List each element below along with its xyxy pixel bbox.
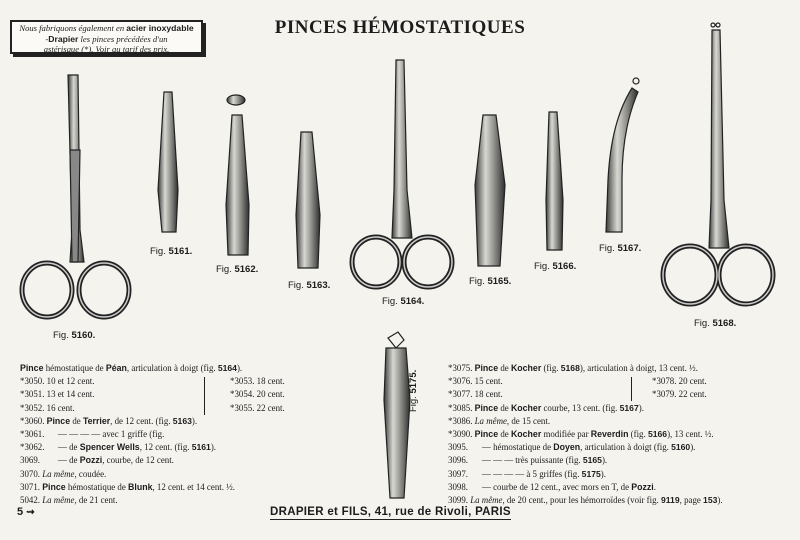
notice-text: les pinces précédées d'un — [78, 33, 168, 44]
list-item: 3069. — de Pozzi, courbe, de 12 cent. — [20, 455, 174, 466]
notice-text: astérisque (*). Voir au tarif des prix. — [43, 44, 170, 54]
list-item: *3050. 10 et 12 cent. *3053. 18 cent. — [20, 376, 285, 387]
notice-text: Nous fabriquons également en — [19, 23, 127, 33]
list-item: 3099. La même, de 20 cent., pour les hémorroïdes (voir fig. 9119, page 153). — [448, 494, 723, 505]
forceps-5162-illustration — [226, 95, 249, 255]
figure-label-5168: Fig. 5168. — [694, 318, 737, 329]
list-item: 3095. — hémostatique de Doyen, articulation à doigt (fig. 5160). — [448, 442, 696, 453]
forceps-5167-illustration — [606, 78, 639, 232]
list-item: 3071. Pince hémostatique de Blunk, 12 cent. et 14 cent. ½. — [20, 481, 236, 492]
list-item: *3062. — de Spencer Wells, 12 cent. (fig. 5161). — [20, 442, 217, 453]
column-divider — [204, 377, 205, 415]
list-item: *3061. — — — — avec 1 griffe (fig. — [20, 428, 165, 439]
page-number: 5 ⇝ — [17, 506, 35, 518]
list-item: Pince hémostatique de Péan, articulation à doigt (fig. 5164). — [20, 363, 243, 373]
list-item: *3060. Pince de Terrier, de 12 cent. (fig. 5163). — [20, 415, 198, 426]
figure-label-5160: Fig. 5160. — [53, 330, 96, 341]
list-item: 5042. La même, de 21 cent. — [20, 494, 118, 505]
right-price-list — [448, 362, 793, 507]
list-item: *3076. 15 cent. *3078. 20 cent. — [448, 376, 707, 387]
figure-label-5164: Fig. 5164. — [382, 296, 425, 307]
forceps-5161-illustration — [158, 92, 178, 232]
list-item: *3075. Pince de Kocher (fig. 5168), articulation à doigt, 13 cent. ½. — [448, 363, 698, 373]
figure-label-5166: Fig. 5166. — [534, 261, 577, 272]
stainless-steel-notice: Nous fabriquons également en acier inoxydable -Drapier les pinces précédées d'un astérisque (*). Voir au tarif des prix. — [10, 20, 203, 54]
figure-label-5162: Fig. 5162. — [216, 264, 259, 275]
notice-brand: Drapier — [48, 33, 79, 44]
list-item: *3090. Pince de Kocher modifiée par Reverdin (fig. 5166), 13 cent. ½. — [448, 428, 714, 439]
list-item: *3085. Pince de Kocher courbe, 13 cent. (fig. 5167). — [448, 402, 644, 413]
left-price-list — [20, 362, 365, 507]
forceps-5163-illustration — [296, 132, 320, 268]
list-item: 3097. — — — — à 5 griffes (fig. 5175). — [448, 468, 606, 479]
figure-label-5161: Fig. 5161. — [150, 246, 193, 257]
figure-label-5175: Fig. 5175. — [408, 369, 419, 412]
forceps-5168-illustration — [663, 23, 773, 304]
list-item: *3086. La même, de 15 cent. — [448, 415, 551, 426]
list-item: *3052. 16 cent. *3055. 22 cent. — [20, 402, 285, 413]
publisher-footer: DRAPIER et FILS, 41, rue de Rivoli, PARIS — [270, 506, 511, 518]
page-title: PINCES HÉMOSTATIQUES — [274, 17, 526, 38]
forceps-5166-illustration — [546, 112, 563, 250]
figure-label-5165: Fig. 5165. — [469, 276, 512, 287]
forceps-5164-illustration — [352, 60, 452, 287]
column-divider — [631, 377, 632, 401]
list-item: 3096. — — — très puissante (fig. 5165). — [448, 455, 608, 466]
forceps-5175-illustration — [384, 332, 410, 498]
list-item: 3070. La même, coudée. — [20, 468, 107, 479]
notice-text-bold: acier inoxydable — [126, 23, 194, 33]
forceps-5165-illustration — [475, 115, 505, 266]
figure-label-5163: Fig. 5163. — [288, 280, 331, 291]
forceps-5160-illustration — [22, 75, 129, 317]
list-item: 3098. — courbe de 12 cent., avec mors en T, de Pozzi. — [448, 481, 656, 492]
list-item: *3051. 13 et 14 cent. *3054. 20 cent. — [20, 389, 285, 400]
figure-label-5167: Fig. 5167. — [599, 243, 642, 254]
list-item: *3077. 18 cent. *3079. 22 cent. — [448, 389, 707, 400]
